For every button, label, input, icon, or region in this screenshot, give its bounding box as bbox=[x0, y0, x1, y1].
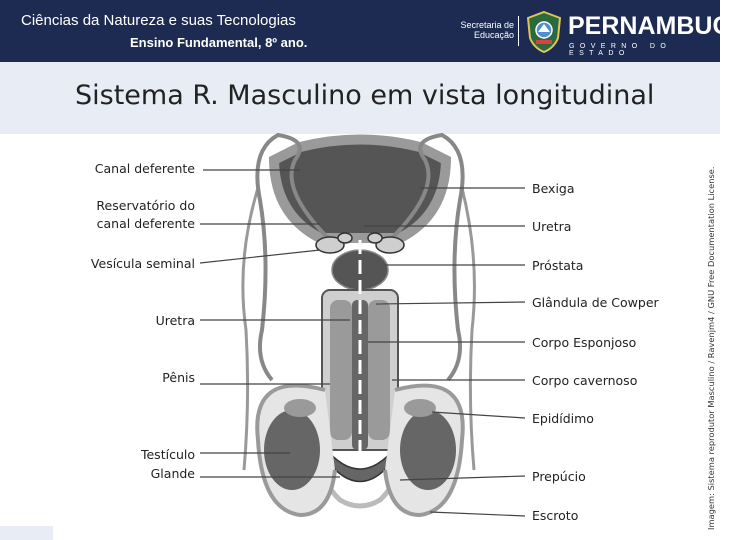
corpus-cavernosum-left bbox=[330, 300, 352, 440]
secretaria-line-2: Educação bbox=[473, 30, 514, 40]
corner-block bbox=[0, 526, 53, 540]
subject-title: Ciências da Natureza e suas Tecnologias bbox=[21, 12, 296, 29]
label-corpo-esponjoso: Corpo Esponjoso bbox=[532, 335, 637, 350]
slide-title: Sistema R. Masculino em vista longitudinal bbox=[75, 80, 655, 111]
brand-subtitle: GOVERNO DO ESTADO bbox=[569, 43, 672, 57]
testicle-left bbox=[264, 410, 320, 490]
label-reservatorio-1: Reservatório do bbox=[96, 198, 195, 213]
label-prostata: Próstata bbox=[532, 258, 584, 273]
label-glandula-cowper: Glândula de Cowper bbox=[532, 295, 659, 310]
label-glande: Glande bbox=[150, 466, 195, 481]
label-vesicula-seminal: Vesícula seminal bbox=[90, 256, 195, 271]
label-uretra-right: Uretra bbox=[532, 219, 572, 234]
epididymis-right bbox=[404, 399, 436, 417]
grade-level: Ensino Fundamental, 8º ano. bbox=[130, 35, 308, 50]
label-corpo-cavernoso: Corpo cavernoso bbox=[532, 373, 638, 388]
brand-name: PERNAMBUCO bbox=[568, 12, 750, 40]
label-reservatorio-2: canal deferente bbox=[96, 216, 195, 231]
label-epididimo: Epidídimo bbox=[532, 411, 594, 426]
label-bexiga: Bexiga bbox=[532, 181, 575, 196]
label-escroto: Escroto bbox=[532, 508, 579, 523]
corpus-cavernosum-right bbox=[368, 300, 390, 440]
epididymis-left bbox=[284, 399, 316, 417]
label-uretra-left: Uretra bbox=[155, 313, 195, 328]
label-canal-deferente: Canal deferente bbox=[94, 161, 195, 176]
image-credit: Imagem: Sistema reprodutor Masculino / Ravenjm4 / GNU Free Documentation License. bbox=[706, 166, 716, 530]
secretaria-line-1: Secretaria de bbox=[460, 20, 514, 30]
label-prepucio: Prepúcio bbox=[532, 469, 586, 484]
label-testiculo: Testículo bbox=[140, 447, 195, 462]
label-penis: Pênis bbox=[162, 370, 195, 385]
